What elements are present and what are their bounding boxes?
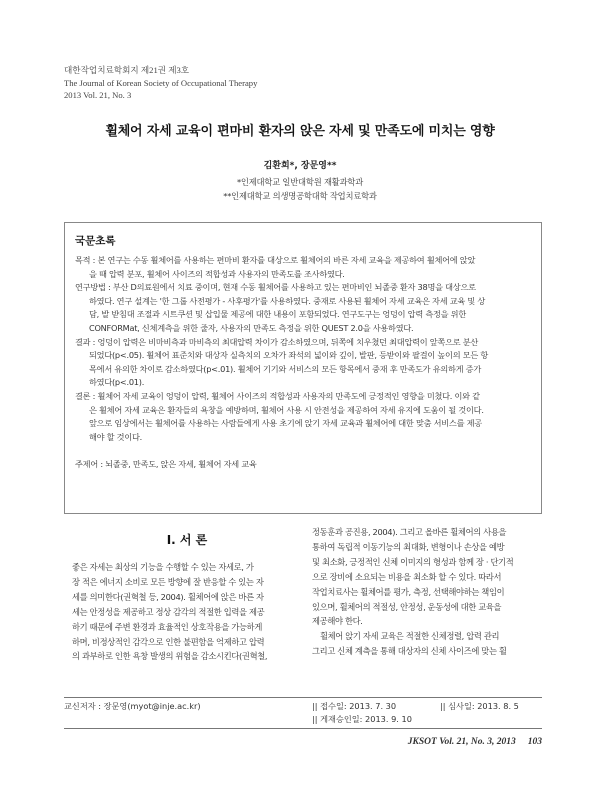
abstract-line: 담, 발 받침대 조절과 시트쿠션 및 삽입물 제공에 대한 내용이 포함되었다. 연구도구는 엉덩이 압력 측정을 위한 <box>89 309 466 320</box>
dates-block <box>312 700 412 726</box>
abstract-heading: 국문초록 <box>75 235 116 247</box>
journal-reference: JKSOT Vol. 21, No. 3, 2013 <box>407 737 516 747</box>
body-text-line: 통하여 독립적 이동기능의 최대화, 변형이나 손상을 예방 <box>312 541 505 552</box>
abstract-line: 은 휠체어 자세 교육은 환자들의 욕창을 예방하며, 휠체어 사용 시 안전성을 제공하여 자세 유지에 도움이 될 것이다. <box>89 404 484 415</box>
abstract-line: 해야 할 것이다. <box>89 431 143 442</box>
footer-divider <box>64 697 542 698</box>
body-text-line: 정동훈과 공진용, 2004). 그리고 올바른 휠체어의 사용을 <box>312 527 507 537</box>
body-text-line: 세를 의미한다(권혁철 등, 2004). 휠체어에 앉은 바른 자 <box>72 591 264 602</box>
body-text-line: 작업치료사는 휠체어를 평가, 측정, 선택해야하는 책임이 <box>312 586 505 597</box>
page-number: 103 <box>527 737 542 747</box>
journal-volume: 2013 Vol. 21, No. 3 <box>64 90 132 100</box>
journal-name-english: The Journal of Korean Society of Occupational Therapy <box>64 77 258 88</box>
abstract-line: CONFORMat, 신체계측을 위한 줄자, 사용자의 만족도 측정을 위한 QUEST 2.0을 사용하였다. <box>89 322 414 333</box>
bottom-divider <box>64 728 542 729</box>
right-column <box>312 525 542 659</box>
abstract-line: 연구방법 : 부산 D의료원에서 치료 중이며, 현재 수동 휠체어를 사용하고 있는 편마비인 뇌졸중 환자 38명을 대상으로 <box>75 282 476 293</box>
abstract-line: 하였다. 연구 설계는 '한 그룹 사전평가 - 사후평가'를 사용하였다. 중재로 사용된 휠체어 자세 교육은 자세 교육 및 상 <box>89 295 486 306</box>
journal-name-korean: 대한작업치료학회지 제21권 제3호 <box>64 65 190 75</box>
affiliation-1: *인제대학교 일반대학원 재활과학과 <box>236 177 364 187</box>
body-text-line: 제공해야 한다. <box>312 616 363 627</box>
body-text-line: 세는 안정성을 제공하고 정상 감각의 적절한 입력을 제공 <box>72 606 265 617</box>
abstract-body <box>75 254 531 444</box>
abstract-line: 목적 : 본 연구는 수동 휠체어를 사용하는 편마비 환자를 대상으로 휠체어의 바른 자세 교육을 제공하여 휠체어에 앉았 <box>75 255 476 265</box>
left-column <box>72 525 302 664</box>
abstract-line: 목에서 유의한 차이로 감소하였다(p<.01). 휠체어 기기와 서비스의 모든 항목에서 중재 후 만족도가 유의하게 증가 <box>89 363 481 374</box>
affiliation-2: **인제대학교 의생명공학대학 작업치료학과 <box>223 191 377 201</box>
abstract-line: 하였다(p<.01). <box>89 377 145 388</box>
section-heading: Ⅰ. 서 론 <box>166 533 208 547</box>
abstract-line: 결과 : 엉덩이 압력은 비마비측과 마비측의 최대압력 차이가 감소하였으며, 뒤쪽에 치우쳤던 최대압력이 앞쪽으로 분산 <box>75 336 479 347</box>
abstract-line: 을 때 압력 분포, 휠체어 사이즈의 적합성과 사용자의 만족도를 조사하였다. <box>89 268 345 279</box>
right-column-text <box>312 525 542 659</box>
body-text-line: 좋은 자세는 최상의 기능을 수행할 수 있는 자세로, 가 <box>72 562 254 572</box>
corresponding-author: 교신저자 : 장문영(myot@inje.ac.kr) <box>64 701 201 711</box>
received-date: || 접수일: 2013. 7. 30 <box>312 701 397 711</box>
abstract-box <box>64 222 542 514</box>
body-text-line: 하며, 비정상적인 감각으로 인한 불편함을 억제하고 압력 <box>72 636 265 647</box>
abstract-line: 결론 : 휠체어 자세 교육이 엉덩이 압력, 휠체어 사이즈의 적합성과 사용자의 만족도에 긍정적인 영향을 미쳤다. 이와 같 <box>75 390 480 401</box>
authors: 김환희*, 장문영** <box>263 161 337 171</box>
body-text-line: 의 과부하로 인한 욕창 발생의 위험을 감소시킨다(권혁철, <box>72 651 268 662</box>
accepted-date: || 게재승인일: 2013. 9. 10 <box>312 714 412 724</box>
paper-title: 휠체어 자세 교육이 편마비 환자의 앉은 자세 및 만족도에 미치는 영향 <box>105 124 495 139</box>
left-column-text <box>72 560 302 664</box>
abstract-line: 되었다(p<.05). 휠체어 표준치와 대상자 실측치의 오차가 좌석의 넓이와 깊이, 발판, 등받이와 팔걸이 높이의 모든 항 <box>89 350 489 361</box>
abstract-line: 앞으로 임상에서는 휠체어를 사용하는 사람들에게 사용 초기에 앉기 자세 교육과 휠체어에 대한 맞춤 서비스를 제공 <box>89 418 482 429</box>
journal-header <box>64 64 257 102</box>
body-text-line: 휠체어 앉기 자세 교육은 적절한 신체정렬, 압력 관리 <box>312 631 500 642</box>
body-text-line: 하기 때문에 주변 환경과 효율적인 상호작용을 가능하게 <box>72 621 263 632</box>
revised-date: || 심사일: 2013. 8. 5 <box>440 701 519 711</box>
body-text-line: 으로 장비에 소요되는 비용을 최소화 할 수 있다. 따라서 <box>312 571 502 582</box>
keywords: 주제어 : 뇌졸중, 만족도, 앉은 자세, 휠체어 자세 교육 <box>75 459 257 470</box>
body-text-line: 있으며, 휠체어의 적절성, 안정성, 운동성에 대한 교육을 <box>312 601 502 612</box>
body-text-line: 그리고 신체 계측을 통해 대상자의 신체 사이즈에 맞는 휠 <box>312 646 507 657</box>
page-footer <box>408 737 542 747</box>
body-text-line: 장 적은 에너지 소비로 모든 방향에 잘 반응할 수 있는 자 <box>72 576 264 587</box>
body-text-line: 및 최소화, 긍정적인 신체 이미지의 형성과 함께 장 · 단기적 <box>312 556 514 567</box>
